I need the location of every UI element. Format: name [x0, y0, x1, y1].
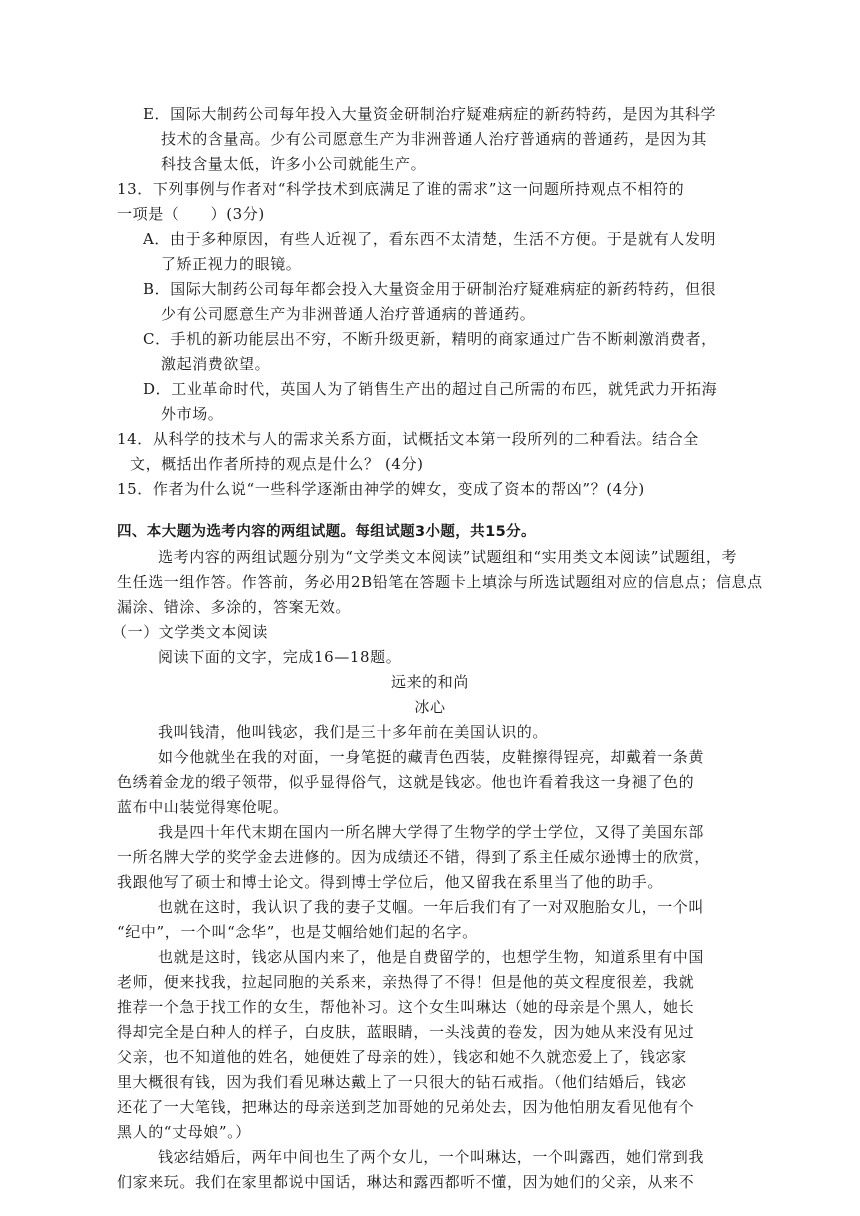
para-5-line-6: 里大概很有钱，因为我们看见琳达戴上了一只很大的钻石戒指。（他们结婚后，钱宓	[117, 1073, 687, 1091]
option-e-line-2: 技术的含量高。少有公司愿意生产为非洲普通人治疗普通病的普通药，是因为其	[161, 130, 708, 148]
para-5-line-1: 也就是这时，钱宓从国内来了，他是自费留学的，也想学生物，知道系里有中国	[158, 948, 705, 966]
q13-option-d-line-1: D．工业革命时代，英国人为了销售生产出的超过自己所需的布匹，就凭武力开拓海	[143, 380, 718, 398]
q13-option-b-line-2: 少有公司愿意生产为非洲普通人治疗普通病的普通药。	[161, 305, 536, 323]
para-3-line-3: 我跟他写了硕士和博士论文。得到博士学位后，他又留我在系里当了他的助手。	[117, 873, 664, 891]
passage-author: 冰心	[414, 698, 446, 716]
para-5-line-8: 黑人的“丈母娘”。）	[117, 1123, 251, 1141]
q13-option-c-line-1: C．手机的新功能层出不穷，不断升级更新，精明的商家通过广告不断刺激消费者，	[143, 330, 717, 348]
section-4-intro-line-3: 漏涂、错涂、多涂的，答案无效。	[117, 598, 352, 616]
para-4-line-2: “纪中”，一个叫“念华”，也是艾帼给她们起的名字。	[117, 923, 478, 941]
para-3-line-1: 我是四十年代末期在国内一所名牌大学得了生物学的学士学位，又得了美国东部	[158, 823, 705, 841]
q13-option-c-line-2: 激起消费欲望。	[161, 355, 271, 373]
question-14-line-1: 14．从科学的技术与人的需求关系方面，试概括文本第一段所列的二种看法。结合全	[117, 430, 699, 448]
q13-option-a-line-2: 了矫正视力的眼镜。	[161, 255, 302, 273]
para-2-line-1: 如今他就坐在我的对面，一身笔挺的藏青色西装，皮鞋擦得锃亮，却戴着一条黄	[158, 748, 705, 766]
para-4-line-1: 也就在这时，我认识了我的妻子艾帼。一年后我们有了一对双胞胎女儿，一个叫	[158, 898, 705, 916]
para-5-line-4: 得却完全是白种人的样子，白皮肤，蓝眼睛，一头浅黄的卷发，因为她从来没有见过	[117, 1023, 695, 1041]
section-4-intro-line-2: 生任选一组作答。作答前，务必用2B铅笔在答题卡上填涂与所选试题组对应的信息点；信息点	[117, 573, 763, 591]
passage-title: 远来的和尚	[390, 673, 469, 691]
section-4-intro-line-1: 选考内容的两组试题分别为“文学类文本阅读”试题组和“实用类文本阅读”试题组，考	[158, 548, 738, 566]
para-5-line-5: 父亲，也不知道他的姓名，她便姓了母亲的姓），钱宓和她不久就恋爱上了，钱宓家	[117, 1048, 687, 1066]
question-14-line-2: 文，概括出作者所持的观点是什么？ (4分)	[130, 455, 424, 473]
section-4-heading: 四、本大题为选考内容的两组试题。每组试题3小题，共15分。	[117, 524, 536, 540]
q13-option-a-line-1: A．由于多种原因，有些人近视了，看东西不太清楚，生活不方便。于是就有人发明	[143, 230, 717, 248]
para-6-line-1: 钱宓结婚后，两年中间也生了两个女儿，一个叫琳达，一个叫露西，她们常到我	[158, 1148, 705, 1166]
para-5-line-7: 还花了一大笔钱，把琳达的母亲送到芝加哥她的兄弟处去，因为他怕朋友看见他有个	[117, 1098, 695, 1116]
question-13-stem-line-2: 一项是（ ）(3分)	[117, 205, 265, 223]
para-2-line-3: 蓝布中山装觉得寒伧呢。	[117, 798, 289, 816]
subsection-literary-reading: （一）文学类文本阅读	[112, 623, 269, 641]
q13-option-d-line-2: 外市场。	[161, 405, 224, 423]
para-1-line-1: 我叫钱清，他叫钱宓，我们是三十多年前在美国认识的。	[158, 723, 549, 741]
option-e-line-1: E．国际大制药公司每年投入大量资金研制治疗疑难病症的新药特药，是因为其科学	[143, 105, 717, 123]
question-15: 15．作者为什么说“一些科学逐渐由神学的婢女，变成了资本的帮凶”？(4分)	[117, 480, 645, 498]
reading-instruction: 阅读下面的文字，完成16—18题。	[158, 648, 402, 666]
question-13-stem-line-1: 13．下列事例与作者对“科学技术到底满足了谁的需求”这一问题所持观点不相符的	[117, 180, 685, 198]
para-5-line-2: 老师，便来找我，拉起同胞的关系来，亲热得了不得！但是他的英文程度很差，我就	[117, 973, 695, 991]
q13-option-b-line-1: B．国际大制药公司每年都会投入大量资金用于研制治疗疑难病症的新药特药，但很	[143, 280, 717, 298]
para-5-line-3: 推荐一个急于找工作的女生，帮他补习。这个女生叫琳达（她的母亲是个黑人，她长	[117, 998, 695, 1016]
option-e-line-3: 科技含量太低，许多小公司就能生产。	[161, 155, 427, 173]
para-6-line-2: 们家来玩。我们在家里都说中国话，琳达和露西都听不懂，因为她们的父亲，从来不	[117, 1173, 695, 1191]
para-3-line-2: 一所名牌大学的奖学金去进修的。因为成绩还不错，得到了系主任威尔逊博士的欣赏，	[117, 848, 710, 866]
para-2-line-2: 色绣着金龙的缎子领带，似乎显得俗气，这就是钱宓。他也许看着我这一身褪了色的	[117, 773, 695, 791]
